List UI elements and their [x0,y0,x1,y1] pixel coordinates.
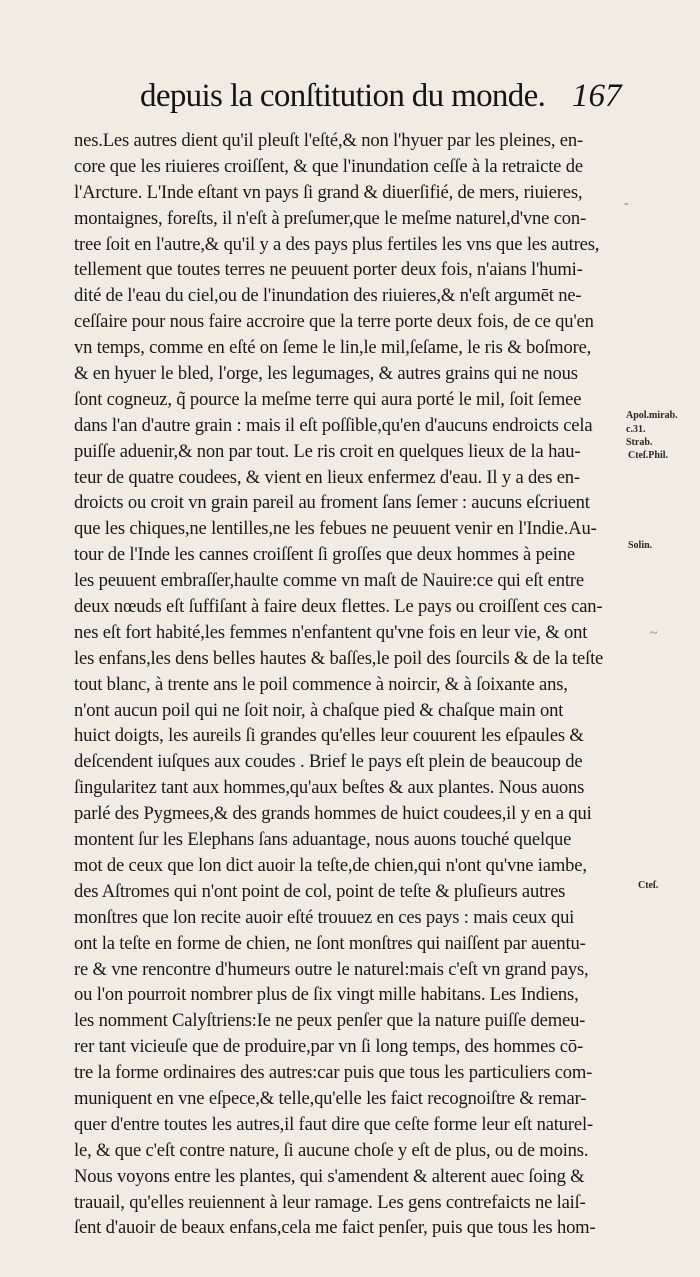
text-line: ſont cogneuz, q̃ pource la meſme terre qui aura porté le mil, ſoit ſemee [74,388,582,410]
text-line: deſcendent iuſques aux coudes . Brief le pays eſt plein de beaucoup de [74,751,583,773]
text-line: dans l'an d'autre grain : mais il eſt poſſible,qu'en d'aucuns endroicts cela [74,414,593,436]
text-line: teur de quatre coudees, & vient en lieux enfermez d'eau. Il y a des en- [74,466,580,488]
text-line: vn temps, comme en eſté on ſeme le lin,le mil,ſeſame, le ris & boſmore, [74,337,592,359]
text-line: droicts ou croit vn grain pareil au froment ſans ſemer : aucuns eſcriuent [74,492,590,514]
text-line: rer tant vicieuſe que de produire,par vn ſi long temps, des hommes cō- [74,1036,583,1058]
text-line: core que les riuieres croiſſent, & que l'inundation ceſſe à la retraicte de [74,155,583,177]
text-line: tre la forme ordinaires des autres:car puis que tous les particuliers com- [74,1062,593,1084]
text-line: trauail, qu'elles reuiennent à leur ramage. Les gens contrefaicts ne laiſ- [74,1191,586,1213]
text-line: nes eſt fort habité,les femmes n'enfantent qu'vne fois en leur vie, & ont [74,621,588,643]
text-line: muniquent en vne eſpece,& telle,qu'elle les faict recognoiſtre & remar- [74,1087,587,1109]
text-line: nes.Les autres dient qu'il pleuſt l'eſté,& non l'hyuer par les pleines, en- [74,130,583,151]
text-line: mot de ceux que lon dict auoir la teſte,de chien,qui n'ont qu'vne iambe, [74,854,587,876]
running-title: depuis la conſtitution du monde. [140,78,546,114]
text-line: les peuuent embraſſer,haulte comme vn maſt de Nauire:ce qui eſt entre [74,570,584,592]
text-line: ceſſaire pour nous faire accroire que la terre porte deux fois, de ce qu'en [74,311,594,333]
text-line: Nous voyons entre les plantes, qui s'amendent & alterent auec ſoing & [74,1165,585,1187]
text-line: parlé des Pygmees,& des grands hommes de huict coudees,il y en a qui [74,803,592,825]
text-line: que les chiques,ne lentilles,ne les febues ne peuuent venir en l'Indie.Au- [74,518,597,540]
margin-note: Strab. [626,437,653,448]
text-line: le, & que c'eſt contre nature, ſi aucune choſe y eſt de plus, ou de moins. [74,1139,589,1161]
text-line: ont la teſte en forme de chien, ne ſont monſtres qui naiſſent par auentu- [74,932,586,954]
text-line: ſingularitez tant aux hommes,qu'aux beſtes & aux plantes. Nous auons [74,777,585,799]
text-line: les nomment Calyſtriens:Ie ne peux penſer que la nature puiſſe demeu- [74,1010,586,1032]
margin-note: Solin. [628,540,653,551]
text-line: ou l'on pourroit nombrer plus de ſix vingt mille habitans. Les Indiens, [74,984,579,1006]
text-line: quer d'entre toutes les autres,il faut dire que ceſte forme leur eſt naturel- [74,1113,593,1135]
margin-note: Cteſ.Phil. [628,450,668,461]
margin-note: Apol.mirab. [626,410,678,421]
text-line: des Aſtromes qui n'ont point de col, point de teſte & pluſieurs autres [74,880,566,902]
margin-tick-mark: - [624,196,629,211]
text-line: tree ſoit en l'autre,& qu'il y a des pays plus fertiles les vns que les autres, [74,233,600,255]
text-line: monſtres que lon recite auoir eſté trouuez en ces pays : mais ceux qui [74,906,575,928]
text-line: montent ſur les Elephans ſans aduantage, nous auons touché quelque [74,829,572,851]
text-line: montaignes, foreſts, il n'eſt à preſumer,que le meſme naturel,d'vne con- [74,207,587,229]
text-line: deux nœuds eſt ſuffiſant à faire deux flettes. Le pays ou croiſſent ces can- [74,596,603,618]
text-line: tout blanc, à trente ans le poil commence à noircir, & à ſoixante ans, [74,673,568,695]
text-line: n'ont aucun poil qui ne ſoit noir, à chaſque pied & chaſque main ont [74,699,564,721]
text-line: re & vne rencontre d'humeurs outre le naturel:mais c'eſt vn grand pays, [74,958,589,980]
margin-note: c.31. [626,424,646,435]
body-text [74,128,634,1241]
text-line: l'Arcture. L'Inde eſtant vn pays ſi grand & diuerſifié, de mers, riuieres, [74,181,583,203]
page-header [0,72,700,128]
page-number: 167 [572,78,622,114]
text-line: & en hyuer le bled, l'orge, les legumages, & autres grains qui ne nous [74,363,578,385]
text-line: huict doigts, les aureils ſi grandes qu'elles leur couurent les eſpaules & [74,725,584,747]
margin-tick-mark: ~ [650,626,658,641]
text-line: les enfans,les dens belles hautes & baſſes,le poil des ſourcils & de la teſte [74,647,604,669]
margin-note: Cteſ. [638,880,659,891]
text-line: tour de l'Inde les cannes croiſſent ſi groſſes que deux hommes à peine [74,544,575,566]
text-line: ſent d'auoir de beaux enfans,cela me faict penſer, puis que tous les hom- [74,1217,596,1239]
text-line: puiſſe aduenir,& non par tout. Le ris croit en quelques lieux de la hau- [74,440,581,462]
text-line: dité de l'eau du ciel,ou de l'inundation des riuieres,& n'eſt argumēt ne- [74,285,582,307]
text-line: tellement que toutes terres ne peuuent porter deux fois, n'aians l'humi- [74,259,583,281]
